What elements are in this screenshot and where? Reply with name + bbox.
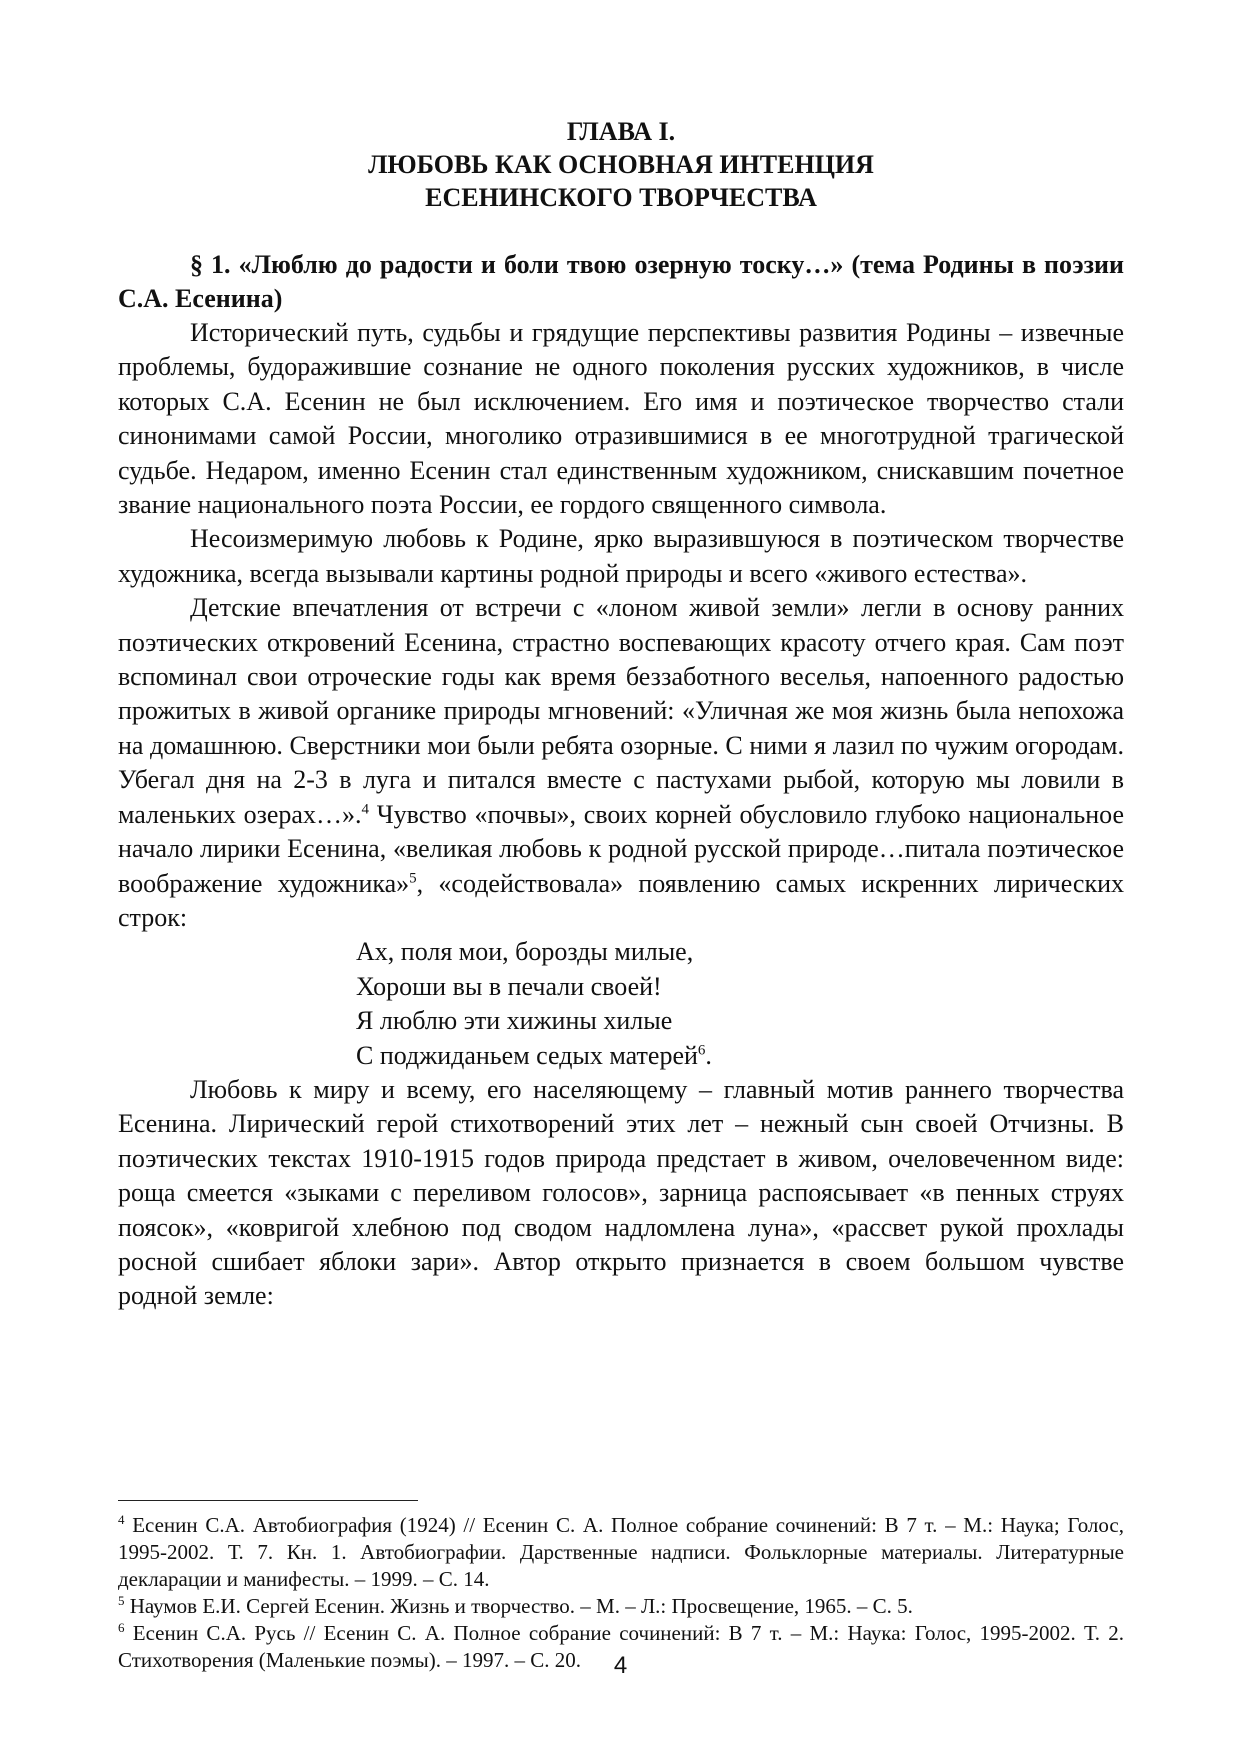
footnote-mark-6: 6 xyxy=(118,1620,125,1635)
page-content xyxy=(118,115,1124,1314)
footnote-ref-4: 4 xyxy=(361,801,369,818)
footnote-divider xyxy=(118,1500,418,1501)
footnote-ref-6: 6 xyxy=(697,1041,706,1058)
footnote-4 xyxy=(118,1512,1124,1593)
chapter-number: ГЛАВА I. xyxy=(566,117,676,146)
poem-line-3: Я люблю эти хижины хилые xyxy=(356,1006,673,1036)
footnote-4-text: Есенин С.А. Автобиография (1924) // Есенин С. А. Полное собрание сочинений: В 7 т. – М.: Наука; Голос, 1995-2002. Т. 7. Кн. 1. Автобиографии. Дарственные надписи. Фольклорные материалы. Литературные декларации и манифесты. – 1999. – С. 14. xyxy=(118,1513,1124,1591)
paragraph-2: Несоизмеримую любовь к Родине, ярко выразившуюся в поэтическом творчестве художника, всегда вызывали картины родной природы и всего «живого естества». xyxy=(118,524,1124,588)
poem-line-4-end: . xyxy=(705,1040,712,1070)
footnote-6-text: Есенин С.А. Русь // Есенин С. А. Полное собрание сочинений: В 7 т. – М.: Наука: Голос, 1995-2002. Т. 2. Стихотворения (Маленькие поэмы). – 1997. – С. 20. xyxy=(118,1621,1124,1672)
footnote-mark-5: 5 xyxy=(118,1593,125,1608)
footnote-5-text: Наумов Е.И. Сергей Есенин. Жизнь и творчество. – М. – Л.: Просвещение, 1965. – С. 5. xyxy=(129,1594,913,1618)
paragraph-3-text-a: Детские впечатления от встречи с «лоном живой земли» легли в основу ранних поэтических откровений Есенина, страстно воспевающих красоту отчего края. Сам поэт вспоминал свои отроческие годы как время беззаботного веселья, напоенного радостью прожитых в живой органике природы мгновений: «Уличная же моя жизнь была непохожа на домашнюю. Сверстники мои были ребята озорные. С ними я лазил по чужим огородам. Убегал дня на 2-3 в луга и питался вместе с пастухами рыбой, которую мы ловили в маленьких озерах…». xyxy=(118,593,1124,829)
poem-line-4-text: С поджиданьем седых матерей xyxy=(356,1040,698,1070)
chapter-title-line-1: ЛЮБОВЬ КАК ОСНОВНАЯ ИНТЕНЦИЯ xyxy=(368,150,874,179)
body-text xyxy=(118,316,1124,1314)
poem-line-2: Хороши вы в печали своей! xyxy=(356,971,662,1001)
footnote-mark-4: 4 xyxy=(118,1512,125,1527)
paragraph-3-text-c: , «содействовала» появлению самых искренних лирических строк: xyxy=(118,868,1125,932)
section-title: § 1. «Люблю до радости и боли твою озерную тоску…» (тема Родины в поэзии С.А. Есенина) xyxy=(118,250,1124,313)
paragraph-3-text-b: Чувство «почвы», своих корней обусловило глубоко национальное начало лирики Есенина, «великая любовь к родной русской природе…питала поэтическое воображение художника» xyxy=(118,799,1124,898)
poem-quote xyxy=(356,935,1124,1073)
footnotes xyxy=(118,1512,1124,1674)
chapter-title-line-2: ЕСЕНИНСКОГО ТВОРЧЕСТВА xyxy=(425,183,817,212)
poem-line-1: Ах, поля мои, борозды милые, xyxy=(356,937,694,967)
page-number: 4 xyxy=(613,1652,628,1679)
paragraph-1: Исторический путь, судьбы и грядущие перспективы развития Родины – извечные проблемы, будоражившие сознание не одного поколения русских художников, в числе которых С.А. Есенин не был исключением. Его имя и поэтическое творчество стали синонимами самой России, многолико отразившимися в ее многотрудной трагической судьбе. Недаром, именно Есенин стал единственным художником, снискавшим почетное звание национального поэта России, ее гордого священного символа. xyxy=(118,318,1124,520)
paragraph-4: Любовь к миру и всему, его населяющему – главный мотив раннего творчества Есенина. Лирический герой стихотворений этих лет – нежный сын своей Отчизны. В поэтических текстах 1910-1915 годов природа предстает в живом, очеловеченном виде: роща смеется «зыками с переливом голосов», зарница распоясывает «в пенных струях поясок», «ковригой хлебною под сводом надломлена луна», «рассвет рукой прохлады росной сшибает яблоки зари». Автор открыто признается в своем большом чувстве родной земле: xyxy=(118,1074,1124,1311)
paragraph-3 xyxy=(118,591,1124,935)
footnote-5 xyxy=(118,1593,1124,1620)
chapter-heading xyxy=(118,115,1124,214)
poem-line-4 xyxy=(356,1039,1124,1073)
footnote-ref-5: 5 xyxy=(409,869,417,886)
